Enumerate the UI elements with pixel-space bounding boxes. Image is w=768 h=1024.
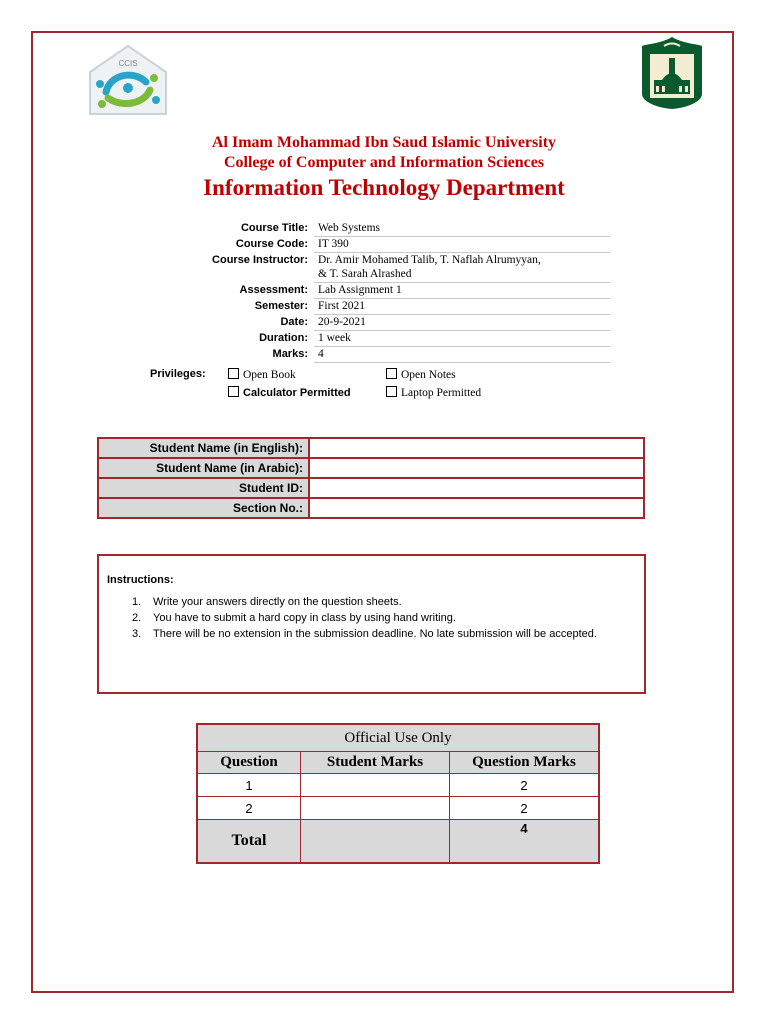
course-info-value: Web Systems [314,221,610,237]
course-info-label: Course Instructor: [212,253,308,266]
course-info-value: Dr. Amir Mohamed Talib, T. Naflah Alrumyyan, & T. Sarah Alrashed [314,253,610,283]
student-id-field[interactable] [309,478,644,498]
instructions-title: Instructions: [107,574,174,586]
instructions-box [97,554,646,694]
course-info-row [180,237,610,253]
privilege-label: Calculator Permitted [243,387,351,399]
list-item: 1. Write your answers directly on the question sheets. [132,596,402,608]
department-name: Information Technology Department [203,175,565,200]
course-info-value: Lab Assignment 1 [314,283,610,299]
total-label: Total [197,820,301,864]
course-info-label: Assessment: [239,283,308,296]
column-header-student-marks: Student Marks [301,752,450,774]
course-info-label: Duration: [259,331,308,344]
course-info-label: Course Title: [240,222,308,234]
list-item: 3. There will be no extension in the submission deadline. No late submission will be accepted. [132,628,597,640]
column-header-question: Question [197,752,301,774]
course-info-table [180,221,610,363]
column-header-question-marks: Question Marks [450,752,600,774]
student-marks-cell[interactable] [301,797,450,820]
checkbox-icon[interactable] [228,368,239,379]
privilege-label: Laptop Permitted [401,387,482,399]
university-name: Al Imam Mohammad Ibn Saud Islamic University [211,134,557,151]
question-marks-cell: 2 [450,797,600,820]
question-marks-cell: 2 [450,774,600,797]
question-cell: 1 [197,774,301,797]
official-use-title: Official Use Only [197,724,599,752]
student-name-arabic-field[interactable] [309,458,644,478]
university-seal-logo [640,36,704,110]
course-info-row [180,315,610,331]
privilege-label: Open Notes [401,369,456,381]
privilege-laptop[interactable] [386,386,481,399]
table-row [197,797,599,820]
course-info-value: 4 [314,347,610,363]
student-id-label: Student ID: [98,478,309,498]
ccis-logo [88,44,168,116]
course-info-row [180,347,610,363]
course-info-value: 1 week [314,331,610,347]
privilege-open-notes[interactable] [386,368,456,381]
instruction-text: You have to submit a hard copy in class by using hand writing. [153,612,456,624]
table-row [197,774,599,797]
course-info-value: IT 390 [314,237,610,253]
course-info-value: 20-9-2021 [314,315,610,331]
course-info-row [180,253,610,283]
course-info-row [180,283,610,299]
instruction-text: There will be no extension in the submission deadline. No late submission will be accepted. [153,628,597,640]
privilege-label: Open Book [243,369,296,381]
checkbox-icon[interactable] [228,386,239,397]
total-student-marks-cell[interactable] [301,820,450,864]
privilege-open-book[interactable] [228,368,296,381]
question-cell: 2 [197,797,301,820]
section-no-field[interactable] [309,498,644,518]
course-info-value: First 2021 [314,299,610,315]
course-info-label: Date: [280,315,308,328]
course-info-row [180,221,610,237]
list-item: 2. You have to submit a hard copy in class by using hand writing. [132,612,456,624]
checkbox-icon[interactable] [386,368,397,379]
course-info-label: Marks: [272,347,308,360]
student-name-arabic-label: Student Name (in Arabic): [98,458,309,478]
course-info-row [180,299,610,315]
privileges-label: Privileges: [150,368,206,380]
total-marks-cell: 4 [450,820,600,864]
student-info-table [97,437,645,519]
instructions-list [99,594,619,642]
privilege-calculator[interactable] [228,386,351,399]
ccis-logo-text: CCIS [118,59,138,68]
checkbox-icon[interactable] [386,386,397,397]
official-use-table [196,723,600,864]
total-row [197,820,599,864]
student-name-english-field[interactable] [309,438,644,458]
course-info-label: Semester: [254,299,308,312]
college-name: College of Computer and Information Sciences [223,154,545,171]
course-info-row [180,331,610,347]
section-no-label: Section No.: [98,498,309,518]
course-info-label: Course Code: [235,237,308,250]
student-name-english-label: Student Name (in English): [98,438,309,458]
student-marks-cell[interactable] [301,774,450,797]
instruction-text: Write your answers directly on the question sheets. [153,596,402,608]
